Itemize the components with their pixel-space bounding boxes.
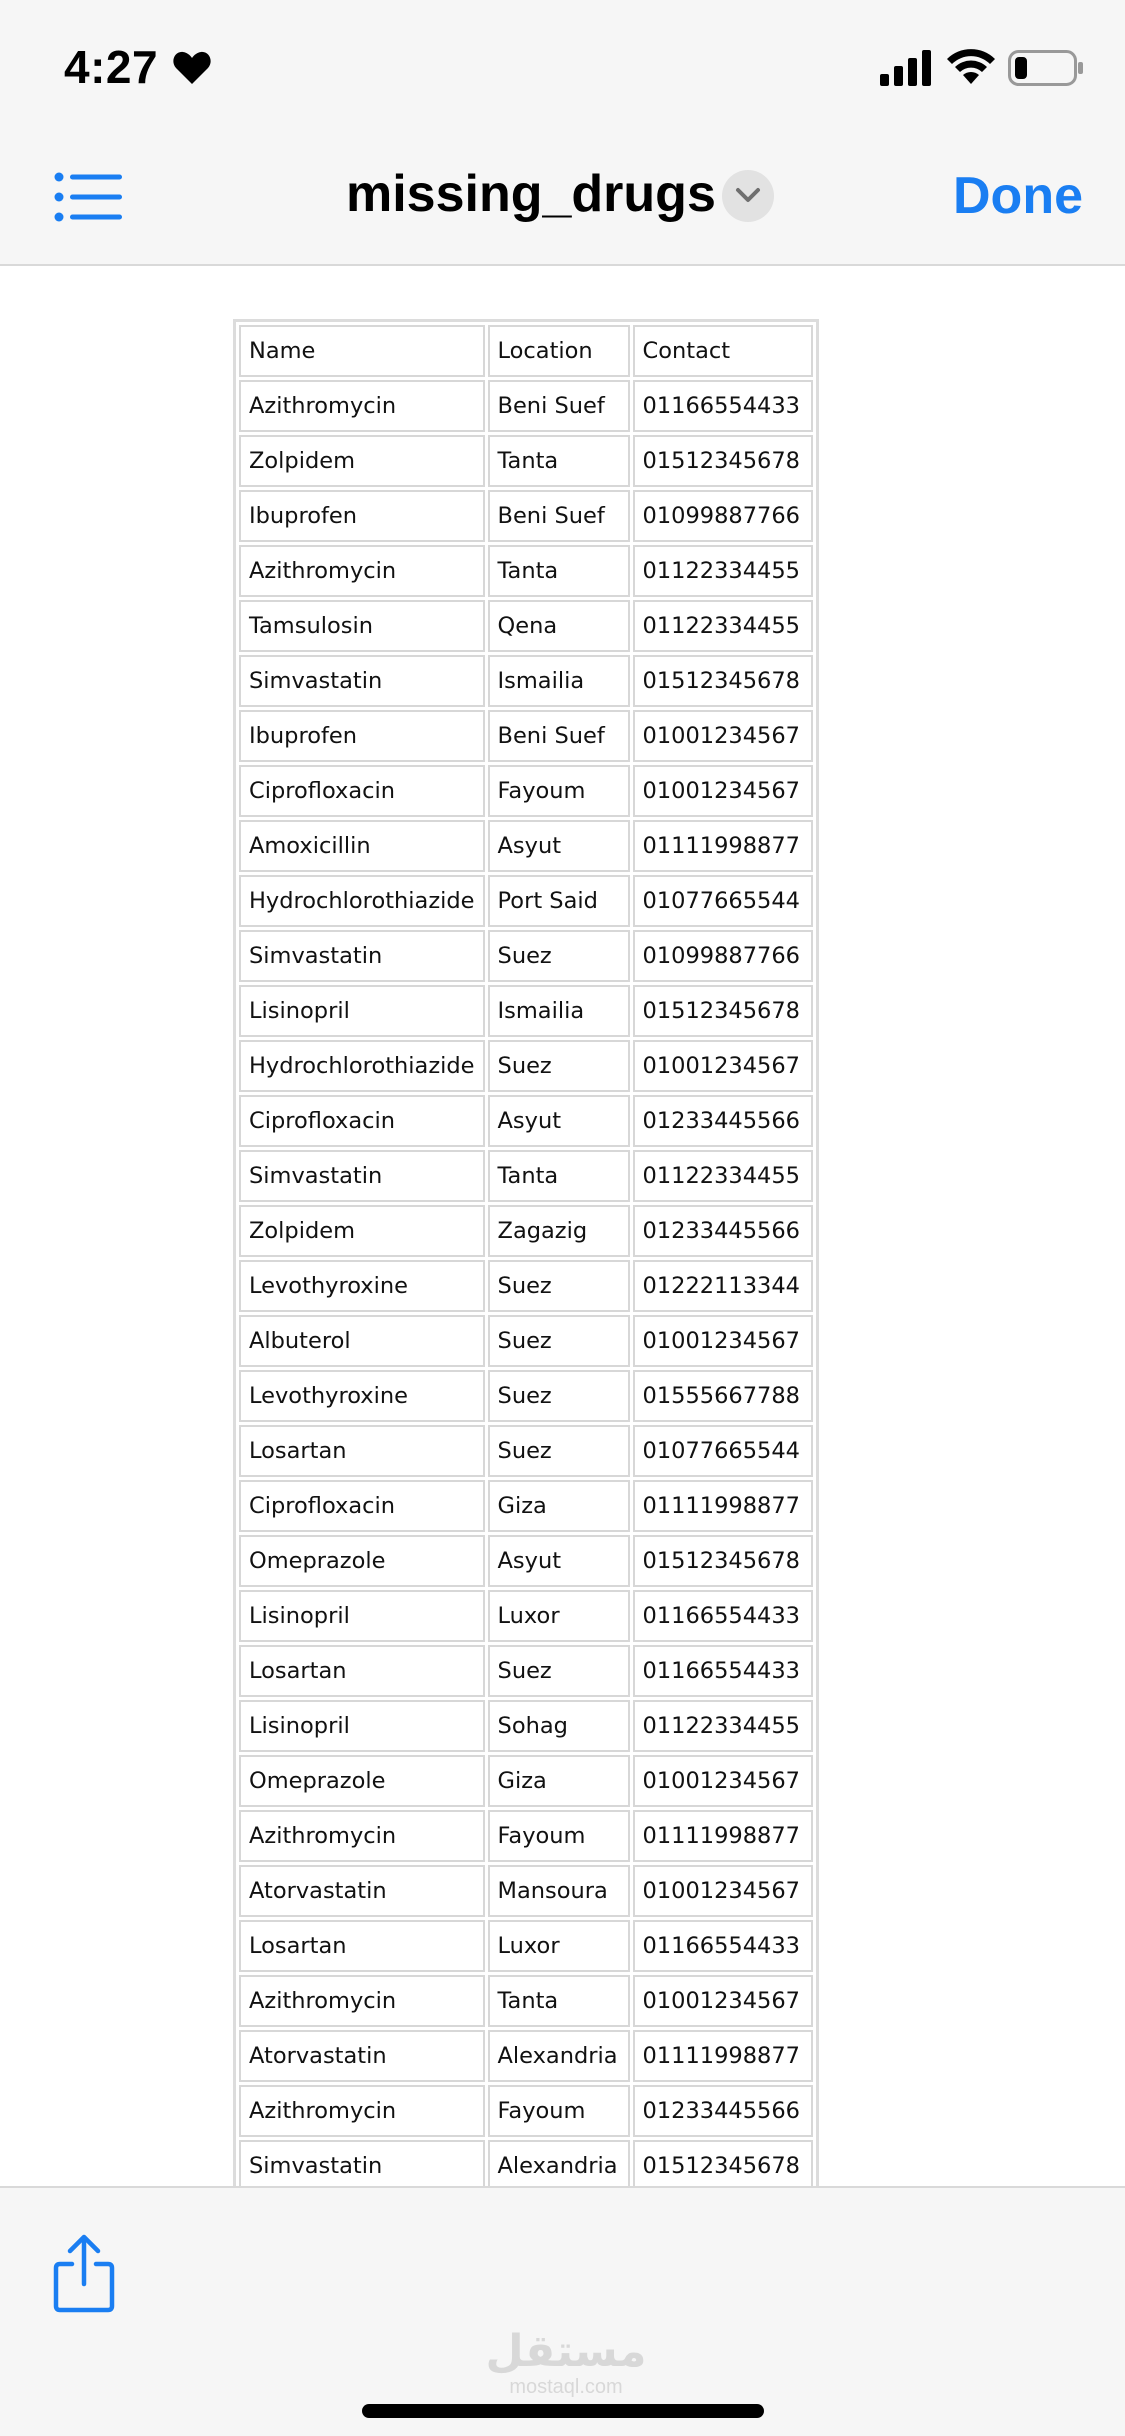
cell-contact: 01122334455 (633, 545, 813, 597)
cell-location: Tanta (488, 1150, 630, 1202)
cell-contact: 01233445566 (633, 1095, 813, 1147)
table-row (239, 1975, 813, 2027)
table-row (239, 1810, 813, 1862)
cell-name: Simvastatin (239, 930, 485, 982)
cell-contact: 01122334455 (633, 1150, 813, 1202)
cell-name: Ciprofloxacin (239, 765, 485, 817)
table-row (239, 765, 813, 817)
cell-location: Suez (488, 1315, 630, 1367)
table-row (239, 1205, 813, 1257)
cell-name: Atorvastatin (239, 2030, 485, 2082)
cell-name: Zolpidem (239, 435, 485, 487)
cell-contact: 01099887766 (633, 490, 813, 542)
table-row (239, 1425, 813, 1477)
table-row (239, 1755, 813, 1807)
cell-location: Ismailia (488, 985, 630, 1037)
cell-location: Luxor (488, 1920, 630, 1972)
table-header-row (239, 325, 813, 377)
cell-location: Beni Suef (488, 710, 630, 762)
header-name: Name (239, 325, 485, 377)
table-row (239, 1480, 813, 1532)
cell-name: Amoxicillin (239, 820, 485, 872)
cell-name: Ibuprofen (239, 490, 485, 542)
cell-location: Suez (488, 1645, 630, 1697)
battery-icon (1008, 50, 1084, 86)
cell-location: Alexandria (488, 2140, 630, 2186)
cell-contact: 01111998877 (633, 820, 813, 872)
cell-name: Losartan (239, 1645, 485, 1697)
table-row (239, 1150, 813, 1202)
cell-location: Beni Suef (488, 490, 630, 542)
watermark-text: mostaql.com (509, 2376, 623, 2398)
document-content[interactable] (0, 266, 1125, 2186)
cell-contact: 01122334455 (633, 1700, 813, 1752)
cell-location: Tanta (488, 435, 630, 487)
table-row (239, 875, 813, 927)
cell-name: Simvastatin (239, 2140, 485, 2186)
cell-contact: 01512345678 (633, 2140, 813, 2186)
cell-name: Ciprofloxacin (239, 1480, 485, 1532)
cell-location: Ismailia (488, 655, 630, 707)
watermark-arabic: مستقل (485, 2327, 647, 2376)
cell-name: Levothyroxine (239, 1260, 485, 1312)
cell-contact: 01077665544 (633, 875, 813, 927)
list-icon[interactable] (54, 172, 124, 222)
cell-contact: 01001234567 (633, 710, 813, 762)
cell-contact: 01111998877 (633, 1480, 813, 1532)
cell-contact: 01111998877 (633, 2030, 813, 2082)
table-row (239, 380, 813, 432)
table-row (239, 2030, 813, 2082)
bottom-toolbar (0, 2186, 1125, 2436)
cell-contact: 01166554433 (633, 1590, 813, 1642)
table-row (239, 2085, 813, 2137)
cell-contact: 01166554433 (633, 380, 813, 432)
cell-name: Losartan (239, 1425, 485, 1477)
cell-name: Lisinopril (239, 1700, 485, 1752)
cell-contact: 01001234567 (633, 1315, 813, 1367)
cell-location: Zagazig (488, 1205, 630, 1257)
table-row (239, 1315, 813, 1367)
table-row (239, 930, 813, 982)
data-table (233, 319, 819, 2186)
status-time: 4:27 (64, 41, 159, 93)
cell-name: Hydrochlorothiazide (239, 1040, 485, 1092)
cell-location: Suez (488, 1260, 630, 1312)
cell-contact: 01166554433 (633, 1920, 813, 1972)
cell-contact: 01099887766 (633, 930, 813, 982)
table-row (239, 1645, 813, 1697)
cell-location: Fayoum (488, 2085, 630, 2137)
cell-name: Azithromycin (239, 2085, 485, 2137)
cell-location: Giza (488, 1480, 630, 1532)
cell-location: Asyut (488, 820, 630, 872)
cell-contact: 01001234567 (633, 765, 813, 817)
cell-name: Tamsulosin (239, 600, 485, 652)
table-row (239, 1865, 813, 1917)
cell-name: Azithromycin (239, 380, 485, 432)
cell-name: Omeprazole (239, 1535, 485, 1587)
cell-contact: 01233445566 (633, 1205, 813, 1257)
signal-icon (880, 50, 934, 86)
cell-name: Omeprazole (239, 1755, 485, 1807)
cell-contact: 01233445566 (633, 2085, 813, 2137)
table-row (239, 820, 813, 872)
cell-name: Simvastatin (239, 1150, 485, 1202)
cell-location: Suez (488, 1425, 630, 1477)
cell-location: Qena (488, 600, 630, 652)
watermark (466, 2328, 666, 2398)
cell-contact: 01001234567 (633, 1755, 813, 1807)
cell-name: Lisinopril (239, 1590, 485, 1642)
cell-contact: 01222113344 (633, 1260, 813, 1312)
cell-location: Suez (488, 930, 630, 982)
cell-name: Hydrochlorothiazide (239, 875, 485, 927)
cell-contact: 01512345678 (633, 1535, 813, 1587)
cell-contact: 01166554433 (633, 1645, 813, 1697)
table-row (239, 1095, 813, 1147)
done-button[interactable]: Done (953, 167, 1083, 225)
cell-name: Levothyroxine (239, 1370, 485, 1422)
table-row (239, 1700, 813, 1752)
table-row (239, 1040, 813, 1092)
cell-contact: 01077665544 (633, 1425, 813, 1477)
cell-contact: 01512345678 (633, 435, 813, 487)
table-row (239, 655, 813, 707)
cell-location: Mansoura (488, 1865, 630, 1917)
cell-name: Ciprofloxacin (239, 1095, 485, 1147)
cell-name: Lisinopril (239, 985, 485, 1037)
cell-location: Asyut (488, 1095, 630, 1147)
cell-contact: 01001234567 (633, 1975, 813, 2027)
home-indicator[interactable] (362, 2404, 764, 2418)
cell-name: Azithromycin (239, 545, 485, 597)
cell-location: Sohag (488, 1700, 630, 1752)
cell-location: Fayoum (488, 1810, 630, 1862)
share-icon[interactable] (52, 2234, 116, 2314)
cell-location: Suez (488, 1040, 630, 1092)
table-row (239, 710, 813, 762)
cell-contact: 01001234567 (633, 1865, 813, 1917)
table-row (239, 1920, 813, 1972)
cell-location: Tanta (488, 545, 630, 597)
cell-name: Atorvastatin (239, 1865, 485, 1917)
table-row (239, 1590, 813, 1642)
cell-location: Suez (488, 1370, 630, 1422)
cell-name: Albuterol (239, 1315, 485, 1367)
header-contact: Contact (633, 325, 813, 377)
cell-name: Simvastatin (239, 655, 485, 707)
title-menu-button[interactable] (722, 170, 774, 222)
cell-contact: 01111998877 (633, 1810, 813, 1862)
wifi-icon (946, 48, 996, 86)
table-row (239, 600, 813, 652)
cell-name: Zolpidem (239, 1205, 485, 1257)
cell-location: Port Said (488, 875, 630, 927)
top-bar (0, 0, 1125, 266)
cell-contact: 01555667788 (633, 1370, 813, 1422)
cell-contact: 01512345678 (633, 985, 813, 1037)
cell-location: Luxor (488, 1590, 630, 1642)
cell-location: Beni Suef (488, 380, 630, 432)
document-title[interactable]: missing_drugs (346, 165, 716, 223)
table-row (239, 1535, 813, 1587)
cell-contact: 01122334455 (633, 600, 813, 652)
table-row (239, 1260, 813, 1312)
table-row (239, 985, 813, 1037)
cell-name: Ibuprofen (239, 710, 485, 762)
table-row (239, 435, 813, 487)
cell-location: Fayoum (488, 765, 630, 817)
cell-contact: 01001234567 (633, 1040, 813, 1092)
cell-name: Losartan (239, 1920, 485, 1972)
cell-location: Tanta (488, 1975, 630, 2027)
cell-location: Giza (488, 1755, 630, 1807)
table-row (239, 2140, 813, 2186)
cell-name: Azithromycin (239, 1975, 485, 2027)
cell-location: Asyut (488, 1535, 630, 1587)
cell-name: Azithromycin (239, 1810, 485, 1862)
cell-contact: 01512345678 (633, 655, 813, 707)
table-row (239, 490, 813, 542)
header-location: Location (488, 325, 630, 377)
table-row (239, 1370, 813, 1422)
heart-icon (172, 50, 212, 86)
chevron-down-icon (735, 186, 761, 206)
cell-location: Alexandria (488, 2030, 630, 2082)
table-row (239, 545, 813, 597)
